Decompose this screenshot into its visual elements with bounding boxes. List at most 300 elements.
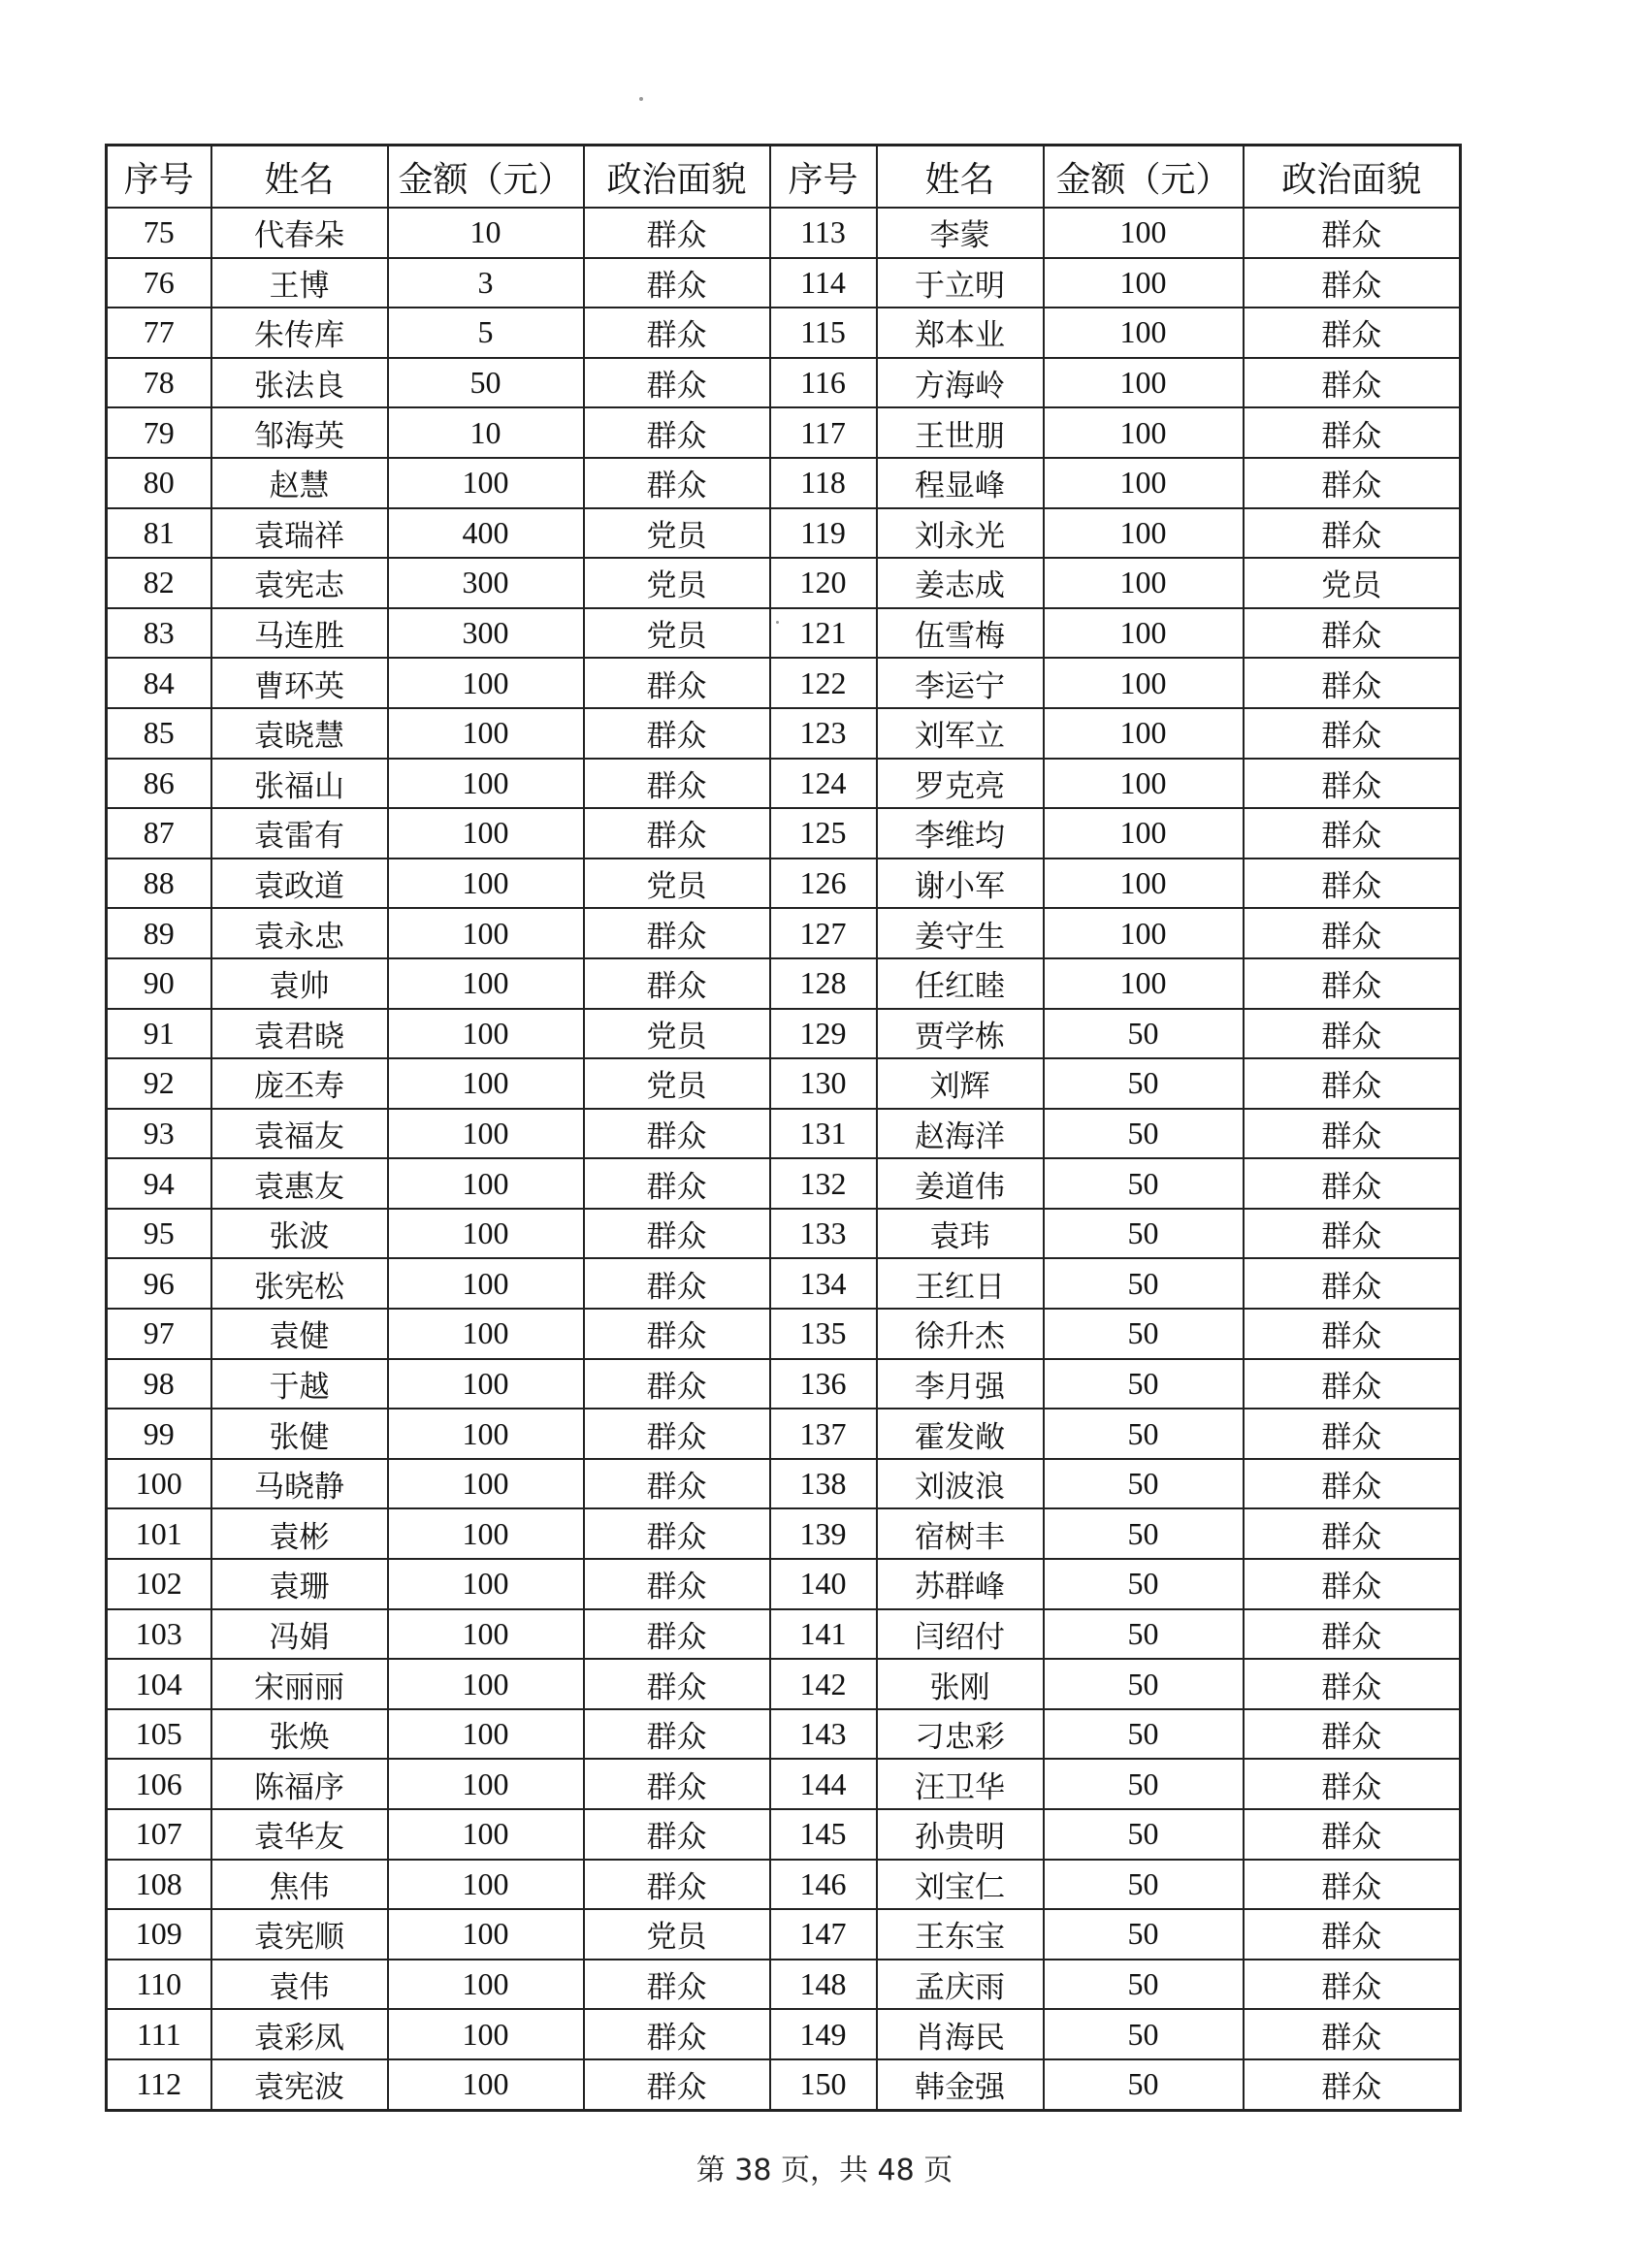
header-seq-right: 序号 — [770, 146, 877, 209]
name-cell-left: 马连胜 — [211, 608, 388, 659]
seq-cell-left: 82 — [107, 558, 211, 608]
seq-cell-right: 146 — [770, 1860, 877, 1910]
name-cell-left: 于越 — [211, 1359, 388, 1409]
amount-cell-left: 50 — [388, 358, 584, 408]
name-cell-right: 刁忠彩 — [877, 1709, 1044, 1760]
amount-cell-left: 100 — [388, 908, 584, 958]
seq-cell-left: 108 — [107, 1860, 211, 1910]
seq-cell-left: 111 — [107, 2009, 211, 2059]
amount-cell-right: 100 — [1044, 458, 1244, 508]
affiliation-cell-right: 群众 — [1244, 1659, 1461, 1709]
amount-cell-left: 10 — [388, 208, 584, 258]
affiliation-cell-right: 群众 — [1244, 608, 1461, 659]
affiliation-cell-left: 党员 — [584, 859, 770, 909]
affiliation-cell-right: 群众 — [1244, 1960, 1461, 2010]
affiliation-cell-right: 群众 — [1244, 1109, 1461, 1159]
seq-cell-left: 112 — [107, 2059, 211, 2110]
affiliation-cell-right: 群众 — [1244, 1559, 1461, 1609]
amount-cell-left: 100 — [388, 859, 584, 909]
amount-cell-right: 50 — [1044, 1158, 1244, 1209]
name-cell-left: 袁伟 — [211, 1960, 388, 2010]
amount-cell-right: 100 — [1044, 208, 1244, 258]
affiliation-cell-left: 党员 — [584, 558, 770, 608]
affiliation-cell-right: 群众 — [1244, 1860, 1461, 1910]
seq-cell-right: 130 — [770, 1058, 877, 1109]
amount-cell-left: 100 — [388, 658, 584, 708]
affiliation-cell-left: 群众 — [584, 1659, 770, 1709]
name-cell-left: 马晓静 — [211, 1459, 388, 1509]
seq-cell-right: 138 — [770, 1459, 877, 1509]
name-cell-right: 方海岭 — [877, 358, 1044, 408]
name-cell-left: 张焕 — [211, 1709, 388, 1760]
seq-cell-left: 77 — [107, 308, 211, 358]
seq-cell-right: 143 — [770, 1709, 877, 1760]
name-cell-right: 李月强 — [877, 1359, 1044, 1409]
affiliation-cell-right: 群众 — [1244, 908, 1461, 958]
name-cell-right: 王红日 — [877, 1258, 1044, 1309]
affiliation-cell-left: 群众 — [584, 958, 770, 1009]
amount-cell-left: 10 — [388, 407, 584, 458]
table-row — [107, 1209, 1461, 1259]
amount-cell-right: 100 — [1044, 358, 1244, 408]
amount-cell-right: 50 — [1044, 1909, 1244, 1960]
name-cell-left: 朱传库 — [211, 308, 388, 358]
amount-cell-left: 5 — [388, 308, 584, 358]
seq-cell-left: 102 — [107, 1559, 211, 1609]
seq-cell-left: 93 — [107, 1109, 211, 1159]
affiliation-cell-right: 群众 — [1244, 407, 1461, 458]
affiliation-cell-left: 群众 — [584, 708, 770, 759]
table-row — [107, 1459, 1461, 1509]
seq-cell-right: 137 — [770, 1409, 877, 1459]
affiliation-cell-left: 群众 — [584, 1359, 770, 1409]
amount-cell-right: 50 — [1044, 1709, 1244, 1760]
affiliation-cell-left: 群众 — [584, 1109, 770, 1159]
seq-cell-right: 119 — [770, 508, 877, 559]
name-cell-left: 宋丽丽 — [211, 1659, 388, 1709]
table-row — [107, 1759, 1461, 1809]
name-cell-right: 李运宁 — [877, 658, 1044, 708]
affiliation-cell-left: 党员 — [584, 1058, 770, 1109]
seq-cell-left: 104 — [107, 1659, 211, 1709]
amount-cell-right: 100 — [1044, 508, 1244, 559]
table-header-row — [107, 146, 1461, 209]
table-row — [107, 808, 1461, 859]
amount-cell-left: 100 — [388, 1609, 584, 1660]
seq-cell-left: 84 — [107, 658, 211, 708]
seq-cell-right: 150 — [770, 2059, 877, 2110]
name-cell-left: 王博 — [211, 258, 388, 308]
affiliation-cell-left: 群众 — [584, 1709, 770, 1760]
amount-cell-left: 100 — [388, 1158, 584, 1209]
seq-cell-right: 115 — [770, 308, 877, 358]
amount-cell-left: 100 — [388, 1659, 584, 1709]
amount-cell-right: 50 — [1044, 2059, 1244, 2110]
table-row — [107, 1909, 1461, 1960]
table-row — [107, 1359, 1461, 1409]
amount-cell-left: 100 — [388, 1860, 584, 1910]
seq-cell-left: 98 — [107, 1359, 211, 1409]
seq-cell-right: 147 — [770, 1909, 877, 1960]
name-cell-left: 袁彩凤 — [211, 2009, 388, 2059]
amount-cell-left: 100 — [388, 1309, 584, 1359]
table-row — [107, 1258, 1461, 1309]
table-row — [107, 1960, 1461, 2010]
affiliation-cell-left: 群众 — [584, 407, 770, 458]
affiliation-cell-left: 群众 — [584, 808, 770, 859]
seq-cell-right: 113 — [770, 208, 877, 258]
amount-cell-right: 100 — [1044, 708, 1244, 759]
amount-cell-left: 100 — [388, 2009, 584, 2059]
name-cell-right: 孙贵明 — [877, 1809, 1044, 1860]
name-cell-right: 刘宝仁 — [877, 1860, 1044, 1910]
amount-cell-left: 400 — [388, 508, 584, 559]
affiliation-cell-left: 党员 — [584, 1009, 770, 1059]
name-cell-left: 冯娟 — [211, 1609, 388, 1660]
name-cell-left: 袁宪志 — [211, 558, 388, 608]
amount-cell-right: 50 — [1044, 1559, 1244, 1609]
seq-cell-left: 91 — [107, 1009, 211, 1059]
affiliation-cell-right: 群众 — [1244, 208, 1461, 258]
name-cell-right: 张刚 — [877, 1659, 1044, 1709]
name-cell-right: 李蒙 — [877, 208, 1044, 258]
amount-cell-right: 100 — [1044, 608, 1244, 659]
affiliation-cell-left: 群众 — [584, 1609, 770, 1660]
amount-cell-right: 100 — [1044, 308, 1244, 358]
table-row — [107, 1009, 1461, 1059]
table-row — [107, 358, 1461, 408]
amount-cell-left: 100 — [388, 1459, 584, 1509]
seq-cell-right: 118 — [770, 458, 877, 508]
affiliation-cell-right: 群众 — [1244, 1909, 1461, 1960]
affiliation-cell-left: 群众 — [584, 1960, 770, 2010]
seq-cell-left: 86 — [107, 759, 211, 809]
amount-cell-left: 100 — [388, 759, 584, 809]
name-cell-left: 张宪松 — [211, 1258, 388, 1309]
seq-cell-right: 124 — [770, 759, 877, 809]
name-cell-right: 袁玮 — [877, 1209, 1044, 1259]
amount-cell-left: 300 — [388, 608, 584, 659]
affiliation-cell-left: 群众 — [584, 658, 770, 708]
name-cell-left: 袁福友 — [211, 1109, 388, 1159]
seq-cell-left: 80 — [107, 458, 211, 508]
name-cell-right: 闫绍付 — [877, 1609, 1044, 1660]
seq-cell-left: 87 — [107, 808, 211, 859]
name-cell-right: 王世朋 — [877, 407, 1044, 458]
table-row — [107, 1508, 1461, 1559]
seq-cell-right: 135 — [770, 1309, 877, 1359]
header-amount-right: 金额（元） — [1044, 146, 1244, 209]
name-cell-right: 赵海洋 — [877, 1109, 1044, 1159]
name-cell-left: 陈福序 — [211, 1759, 388, 1809]
affiliation-cell-right: 群众 — [1244, 1309, 1461, 1359]
affiliation-cell-right: 党员 — [1244, 558, 1461, 608]
name-cell-right: 宿树丰 — [877, 1508, 1044, 1559]
seq-cell-right: 131 — [770, 1109, 877, 1159]
table-row — [107, 1659, 1461, 1709]
amount-cell-right: 100 — [1044, 958, 1244, 1009]
table-row — [107, 759, 1461, 809]
name-cell-right: 姜道伟 — [877, 1158, 1044, 1209]
amount-cell-right: 100 — [1044, 859, 1244, 909]
seq-cell-left: 107 — [107, 1809, 211, 1860]
table-row — [107, 308, 1461, 358]
seq-cell-left: 94 — [107, 1158, 211, 1209]
seq-cell-right: 140 — [770, 1559, 877, 1609]
name-cell-left: 袁珊 — [211, 1559, 388, 1609]
table-row — [107, 2009, 1461, 2059]
name-cell-left: 庞丕寿 — [211, 1058, 388, 1109]
amount-cell-right: 100 — [1044, 908, 1244, 958]
table-row — [107, 658, 1461, 708]
affiliation-cell-left: 群众 — [584, 1409, 770, 1459]
affiliation-cell-left: 群众 — [584, 908, 770, 958]
seq-cell-right: 132 — [770, 1158, 877, 1209]
amount-cell-right: 50 — [1044, 1659, 1244, 1709]
seq-cell-left: 81 — [107, 508, 211, 559]
seq-cell-right: 116 — [770, 358, 877, 408]
header-seq-left: 序号 — [107, 146, 211, 209]
table-row — [107, 908, 1461, 958]
table-row — [107, 608, 1461, 659]
name-cell-right: 任红睦 — [877, 958, 1044, 1009]
header-amount-left: 金额（元） — [388, 146, 584, 209]
seq-cell-right: 139 — [770, 1508, 877, 1559]
name-cell-left: 袁帅 — [211, 958, 388, 1009]
name-cell-left: 袁永忠 — [211, 908, 388, 958]
name-cell-left: 张法良 — [211, 358, 388, 408]
affiliation-cell-left: 群众 — [584, 2059, 770, 2110]
name-cell-left: 张波 — [211, 1209, 388, 1259]
seq-cell-left: 78 — [107, 358, 211, 408]
affiliation-cell-right: 群众 — [1244, 508, 1461, 559]
affiliation-cell-left: 群众 — [584, 1209, 770, 1259]
seq-cell-left: 109 — [107, 1909, 211, 1960]
amount-cell-right: 50 — [1044, 1809, 1244, 1860]
table-row — [107, 208, 1461, 258]
seq-cell-left: 97 — [107, 1309, 211, 1359]
affiliation-cell-left: 群众 — [584, 308, 770, 358]
amount-cell-left: 300 — [388, 558, 584, 608]
amount-cell-right: 100 — [1044, 658, 1244, 708]
name-cell-right: 汪卫华 — [877, 1759, 1044, 1809]
table-row — [107, 1058, 1461, 1109]
affiliation-cell-right: 群众 — [1244, 258, 1461, 308]
seq-cell-left: 89 — [107, 908, 211, 958]
name-cell-right: 程显峰 — [877, 458, 1044, 508]
amount-cell-right: 50 — [1044, 1609, 1244, 1660]
amount-cell-right: 100 — [1044, 407, 1244, 458]
name-cell-right: 姜守生 — [877, 908, 1044, 958]
amount-cell-left: 100 — [388, 1058, 584, 1109]
amount-cell-left: 100 — [388, 1109, 584, 1159]
amount-cell-right: 50 — [1044, 1359, 1244, 1409]
affiliation-cell-right: 群众 — [1244, 1009, 1461, 1059]
name-cell-left: 张福山 — [211, 759, 388, 809]
table-row — [107, 508, 1461, 559]
affiliation-cell-left: 群众 — [584, 358, 770, 408]
affiliation-cell-right: 群众 — [1244, 1158, 1461, 1209]
affiliation-cell-right: 群众 — [1244, 1409, 1461, 1459]
amount-cell-right: 50 — [1044, 1960, 1244, 2010]
affiliation-cell-left: 群众 — [584, 2009, 770, 2059]
amount-cell-right: 50 — [1044, 1258, 1244, 1309]
name-cell-right: 罗克亮 — [877, 759, 1044, 809]
name-cell-left: 曹环英 — [211, 658, 388, 708]
amount-cell-left: 100 — [388, 1508, 584, 1559]
name-cell-left: 邹海英 — [211, 407, 388, 458]
name-cell-right: 伍雪梅 — [877, 608, 1044, 659]
affiliation-cell-left: 群众 — [584, 759, 770, 809]
affiliation-cell-right: 群众 — [1244, 458, 1461, 508]
seq-cell-right: 134 — [770, 1258, 877, 1309]
donation-table-container — [105, 144, 1459, 2112]
seq-cell-right: 145 — [770, 1809, 877, 1860]
amount-cell-right: 50 — [1044, 1508, 1244, 1559]
affiliation-cell-right: 群众 — [1244, 2059, 1461, 2110]
name-cell-right: 谢小军 — [877, 859, 1044, 909]
table-row — [107, 258, 1461, 308]
seq-cell-right: 128 — [770, 958, 877, 1009]
name-cell-left: 袁宪顺 — [211, 1909, 388, 1960]
amount-cell-right: 50 — [1044, 1309, 1244, 1359]
amount-cell-right: 100 — [1044, 258, 1244, 308]
donation-table — [105, 144, 1462, 2112]
affiliation-cell-left: 群众 — [584, 1809, 770, 1860]
name-cell-right: 于立明 — [877, 258, 1044, 308]
table-row — [107, 958, 1461, 1009]
amount-cell-left: 100 — [388, 1809, 584, 1860]
affiliation-cell-left: 群众 — [584, 258, 770, 308]
header-affiliation-left: 政治面貌 — [584, 146, 770, 209]
amount-cell-left: 100 — [388, 1709, 584, 1760]
affiliation-cell-left: 群众 — [584, 1508, 770, 1559]
seq-cell-left: 96 — [107, 1258, 211, 1309]
name-cell-right: 郑本业 — [877, 308, 1044, 358]
affiliation-cell-left: 群众 — [584, 458, 770, 508]
table-row — [107, 1809, 1461, 1860]
seq-cell-left: 79 — [107, 407, 211, 458]
seq-cell-right: 120 — [770, 558, 877, 608]
affiliation-cell-right: 群众 — [1244, 1359, 1461, 1409]
affiliation-cell-left: 群众 — [584, 1158, 770, 1209]
table-row — [107, 1709, 1461, 1760]
amount-cell-left: 100 — [388, 2059, 584, 2110]
seq-cell-right: 123 — [770, 708, 877, 759]
name-cell-left: 袁健 — [211, 1309, 388, 1359]
seq-cell-left: 101 — [107, 1508, 211, 1559]
amount-cell-left: 100 — [388, 808, 584, 859]
name-cell-left: 袁君晓 — [211, 1009, 388, 1059]
amount-cell-left: 100 — [388, 1909, 584, 1960]
affiliation-cell-right: 群众 — [1244, 1508, 1461, 1559]
affiliation-cell-right: 群众 — [1244, 708, 1461, 759]
seq-cell-left: 110 — [107, 1960, 211, 2010]
name-cell-left: 袁晓慧 — [211, 708, 388, 759]
table-row — [107, 1609, 1461, 1660]
amount-cell-right: 50 — [1044, 1058, 1244, 1109]
name-cell-right: 姜志成 — [877, 558, 1044, 608]
scan-speck — [639, 97, 643, 101]
amount-cell-left: 3 — [388, 258, 584, 308]
seq-cell-left: 75 — [107, 208, 211, 258]
seq-cell-right: 141 — [770, 1609, 877, 1660]
name-cell-left: 赵慧 — [211, 458, 388, 508]
seq-cell-left: 103 — [107, 1609, 211, 1660]
amount-cell-right: 50 — [1044, 1459, 1244, 1509]
amount-cell-right: 50 — [1044, 1009, 1244, 1059]
amount-cell-right: 50 — [1044, 1860, 1244, 1910]
name-cell-right: 霍发敞 — [877, 1409, 1044, 1459]
name-cell-left: 袁宪波 — [211, 2059, 388, 2110]
affiliation-cell-right: 群众 — [1244, 1258, 1461, 1309]
name-cell-right: 肖海民 — [877, 2009, 1044, 2059]
name-cell-right: 刘永光 — [877, 508, 1044, 559]
amount-cell-right: 50 — [1044, 1759, 1244, 1809]
affiliation-cell-right: 群众 — [1244, 2009, 1461, 2059]
seq-cell-left: 90 — [107, 958, 211, 1009]
affiliation-cell-left: 群众 — [584, 1860, 770, 1910]
name-cell-right: 刘辉 — [877, 1058, 1044, 1109]
amount-cell-right: 50 — [1044, 1209, 1244, 1259]
name-cell-left: 袁华友 — [211, 1809, 388, 1860]
amount-cell-left: 100 — [388, 458, 584, 508]
amount-cell-left: 100 — [388, 1960, 584, 2010]
seq-cell-left: 105 — [107, 1709, 211, 1760]
name-cell-right: 王东宝 — [877, 1909, 1044, 1960]
seq-cell-right: 136 — [770, 1359, 877, 1409]
name-cell-left: 张健 — [211, 1409, 388, 1459]
affiliation-cell-right: 群众 — [1244, 1709, 1461, 1760]
affiliation-cell-left: 党员 — [584, 508, 770, 559]
seq-cell-right: 149 — [770, 2009, 877, 2059]
name-cell-right: 孟庆雨 — [877, 1960, 1044, 2010]
name-cell-right: 徐升杰 — [877, 1309, 1044, 1359]
seq-cell-left: 85 — [107, 708, 211, 759]
name-cell-right: 刘军立 — [877, 708, 1044, 759]
table-row — [107, 1860, 1461, 1910]
amount-cell-right: 100 — [1044, 759, 1244, 809]
affiliation-cell-right: 群众 — [1244, 859, 1461, 909]
amount-cell-right: 50 — [1044, 2009, 1244, 2059]
affiliation-cell-right: 群众 — [1244, 1058, 1461, 1109]
seq-cell-right: 126 — [770, 859, 877, 909]
name-cell-right: 贾学栋 — [877, 1009, 1044, 1059]
name-cell-left: 袁瑞祥 — [211, 508, 388, 559]
table-row — [107, 558, 1461, 608]
seq-cell-left: 95 — [107, 1209, 211, 1259]
affiliation-cell-right: 群众 — [1244, 1459, 1461, 1509]
amount-cell-left: 100 — [388, 708, 584, 759]
affiliation-cell-left: 群众 — [584, 1759, 770, 1809]
amount-cell-right: 50 — [1044, 1409, 1244, 1459]
seq-cell-left: 83 — [107, 608, 211, 659]
amount-cell-left: 100 — [388, 1359, 584, 1409]
seq-cell-left: 76 — [107, 258, 211, 308]
amount-cell-right: 100 — [1044, 808, 1244, 859]
seq-cell-right: 133 — [770, 1209, 877, 1259]
affiliation-cell-right: 群众 — [1244, 1209, 1461, 1259]
seq-cell-left: 106 — [107, 1759, 211, 1809]
table-row — [107, 1158, 1461, 1209]
seq-cell-right: 148 — [770, 1960, 877, 2010]
amount-cell-left: 100 — [388, 1209, 584, 1259]
name-cell-left: 袁彬 — [211, 1508, 388, 1559]
affiliation-cell-left: 党员 — [584, 608, 770, 659]
amount-cell-left: 100 — [388, 1009, 584, 1059]
amount-cell-right: 100 — [1044, 558, 1244, 608]
affiliation-cell-left: 党员 — [584, 1909, 770, 1960]
